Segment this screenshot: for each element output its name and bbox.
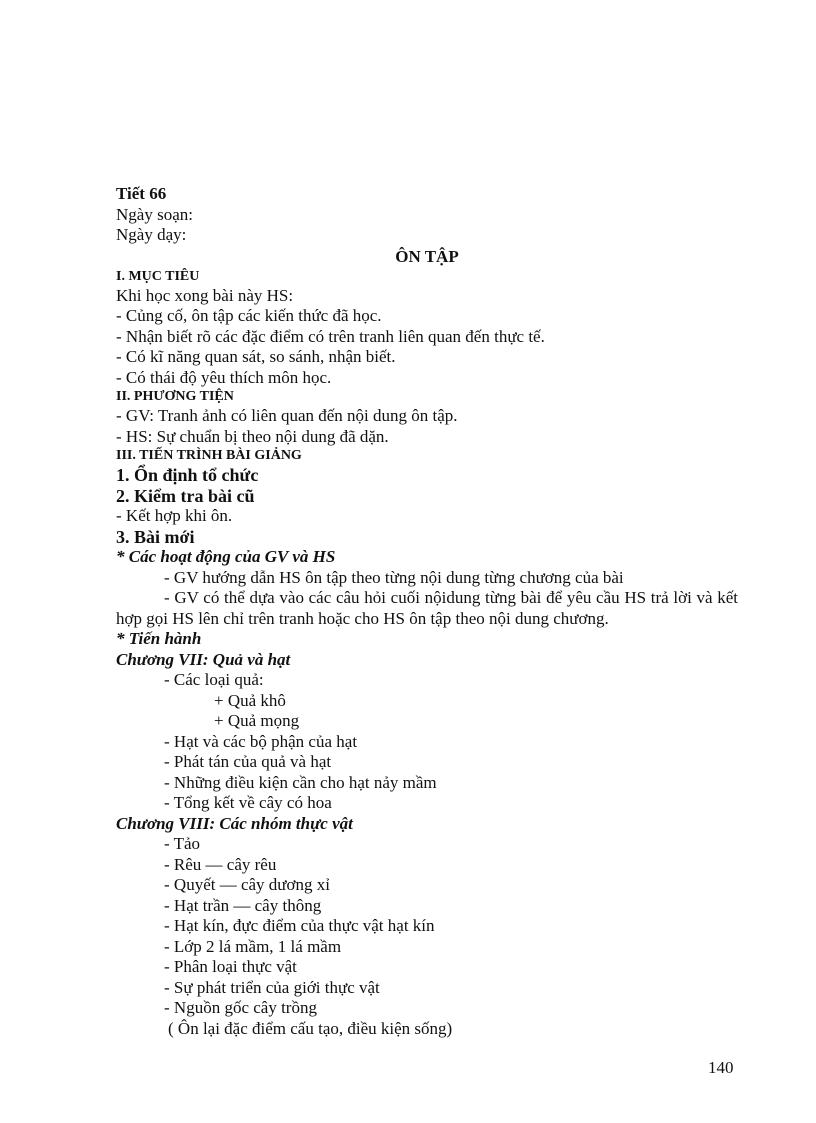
lesson-number: Tiết 66 [116,184,167,203]
chapter-8-item: - Sự phát triển của giới thực vật [164,977,380,997]
chapter-8-note: ( Ôn lại đặc điểm cấu tạo, điều kiện sống) [168,1018,453,1038]
objective-item: - Có thái độ yêu thích môn học. [116,367,332,387]
step-organize: 1. Ổn định tổ chức [116,465,259,485]
chapter-8-heading: Chương VIII: Các nhóm thực vật [116,813,353,833]
chapter-8-item: - Hạt trần — cây thông [164,895,322,915]
chapter-7-item: - Phát tán của quả và hạt [164,752,332,771]
prep-date: Ngày soạn: [116,204,193,224]
chapter-8-item: - Lớp 2 lá mầm, 1 lá mầm [164,936,342,956]
page-number: 140 [708,1058,734,1077]
activity-paragraph: - GV có thể dựa vào các câu hỏi cuối nộidung từng bài để yêu cầu HS trả lời và kết hợp gọi HS lên chỉ trên tranh hoặc cho HS ôn tập theo nội dung chương. [116,588,738,628]
objective-item: - Nhận biết rõ các đặc điểm có trên tranh liên quan đến thực tế. [116,326,545,346]
objectives-intro: Khi học xong bài này HS: [116,285,294,305]
section-heading-materials: II. PHƯƠNG TIỆN [116,389,234,404]
chapter-8-item: - Nguồn gốc cây trồng [164,998,317,1017]
page-title: ÔN TẬP [395,246,459,266]
objective-item: - Củng cố, ôn tập các kiến thức đã học. [116,306,382,325]
chapter-8-item: - Quyết — cây dương xỉ [164,875,330,894]
chapter-7-subitem: + Quả mọng [214,711,300,730]
step-new-lesson: 3. Bài mới [116,526,195,547]
materials-item: - HS: Sự chuẩn bị theo nội dung đã dặn. [116,426,389,446]
procedure-heading: * Tiến hành [116,629,202,648]
chapter-8-item: - Tảo [164,834,201,853]
chapter-8-item: - Phân loại thực vật [164,957,297,976]
chapter-8-item: - Hạt kín, đực điểm của thực vật hạt kín [164,916,435,935]
section-heading-objectives: I. MỤC TIÊU [116,268,200,284]
document-body [116,184,738,1039]
chapter-8-item: - Rêu — cây rêu [164,854,277,874]
chapter-7-subitem: + Quả khô [214,690,286,710]
review-item: - Kết hợp khi ôn. [116,506,233,525]
chapter-7-item: - Hạt và các bộ phận của hạt [164,731,358,751]
materials-item: - GV: Tranh ảnh có liên quan đến nội dung ôn tập. [116,406,458,425]
chapter-7-item: - Các loại quả: [164,670,264,689]
objective-item: - Có kĩ năng quan sát, so sánh, nhận biết. [116,347,396,366]
chapter-7-item: - Tổng kết về cây có hoa [164,793,332,812]
activity-item: - GV hướng dẫn HS ôn tập theo từng nội dung từng chương của bài [164,567,624,587]
section-heading-procedure: III. TIẾN TRÌNH BÀI GIẢNG [116,448,302,463]
chapter-7-heading: Chương VII: Quả và hạt [116,649,291,669]
teach-date: Ngày dạy: [116,225,187,244]
activities-heading: * Các hoạt động của GV và HS [116,547,336,566]
chapter-7-item: - Những điều kiện cần cho hạt nảy mầm [164,772,437,792]
step-review: 2. Kiểm tra bài cũ [116,485,255,506]
